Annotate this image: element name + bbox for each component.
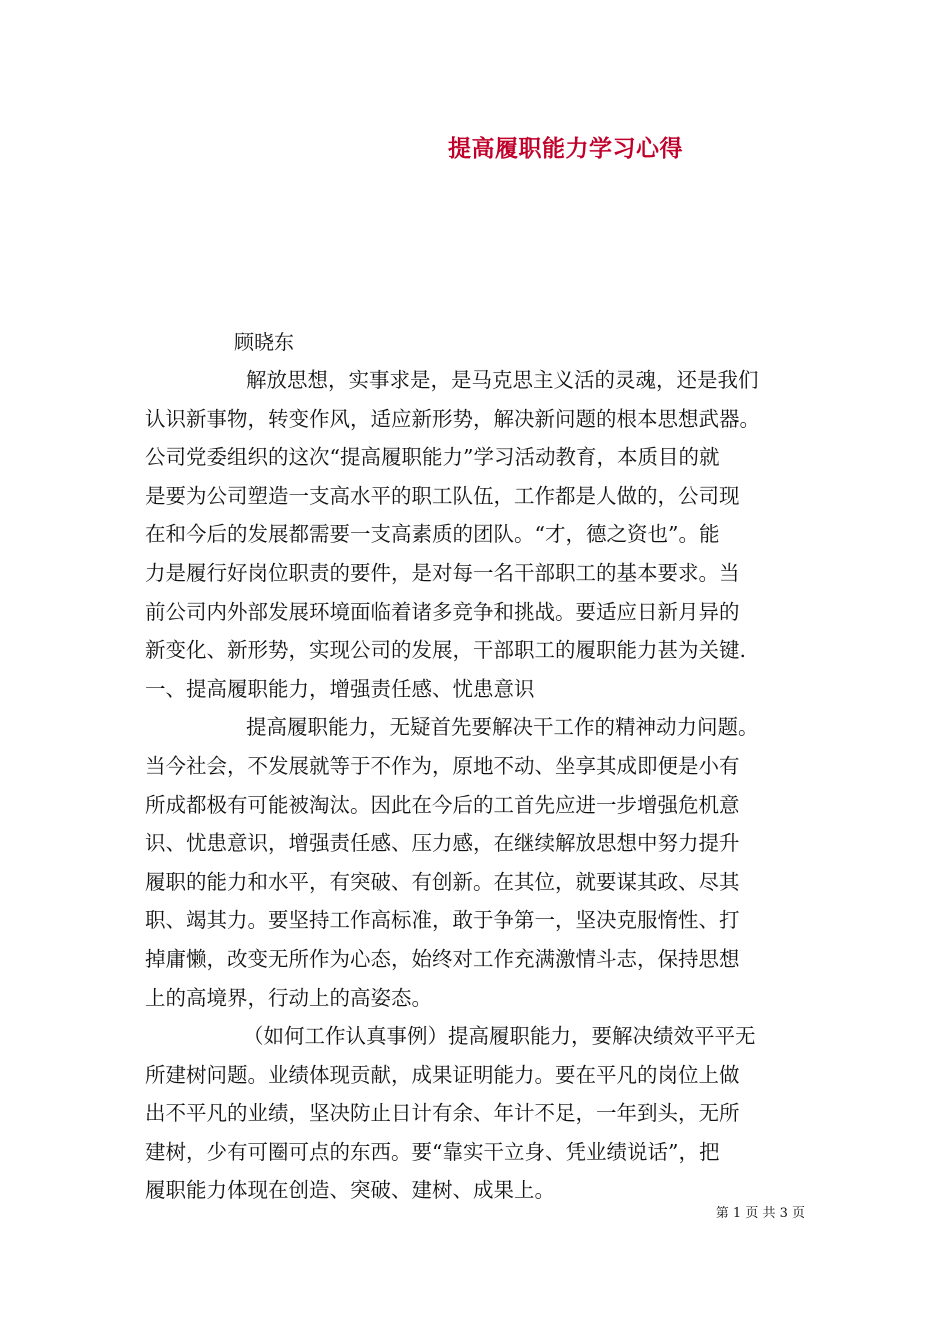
- paragraph-line: 解放思想，实事求是，是马克思主义活的灵魂，还是我们: [246, 368, 759, 392]
- paragraph-line: 所成都极有可能被淘汰。因此在今后的工首先应进一步增强危机意: [145, 792, 740, 817]
- document-title: 提高履职能力学习心得: [448, 135, 683, 162]
- paragraph-line: 当今社会，不发展就等于不作为，原地不动、坐享其成即便是小有: [145, 753, 740, 778]
- paragraph-line: 提高履职能力，无疑首先要解决干工作的精神动力问题。: [246, 715, 759, 740]
- page-number: 第 1 页 共 3 页: [715, 1206, 805, 1221]
- paragraph-line: 力是履行好岗位职责的要件，是对每一名干部职工的基本要求。当: [145, 560, 740, 585]
- paragraph-line: （如何工作认真事例）提高履职能力，要解决绩效平平无: [243, 1024, 756, 1049]
- paragraph-line: 认识新事物，转变作风，适应新形势，解决新问题的根本思想武器。: [145, 406, 760, 431]
- paragraph-line: 所建树问题。业绩体现贡献，成果证明能力。要在平凡的岗位上做: [145, 1062, 740, 1087]
- section-heading: 一、提高履职能力，增强责任感、忧患意识: [145, 676, 535, 701]
- paragraph-line: 新变化、新形势，实现公司的发展，干部职工的履职能力甚为关键.: [145, 638, 747, 663]
- paragraph-line: 掉庸懒，改变无所作为心态，始终对工作充满激情斗志，保持思想: [145, 946, 740, 971]
- paragraph-line: 上的高境界，行动上的高姿态。: [145, 985, 432, 1010]
- paragraph-line: 出不平凡的业绩，坚决防止日计有余、年计不足，一年到头，无所: [145, 1101, 740, 1126]
- paragraph-line: 公司党委组织的这次“提高履职能力”学习活动教育，本质目的就: [145, 445, 720, 470]
- author-name: 顾晓东: [234, 330, 294, 354]
- paragraph-line: 建树，少有可圈可点的东西。要“靠实干立身、凭业绩说话”，把: [145, 1139, 720, 1164]
- paragraph-line: 是要为公司塑造一支高水平的职工队伍，工作都是人做的，公司现: [145, 483, 740, 508]
- paragraph-line: 前公司内外部发展环境面临着诸多竞争和挑战。要适应日新月异的: [145, 599, 740, 624]
- paragraph-line: 职、竭其力。要坚持工作高标准，敢于争第一，坚决克服惰性、打: [145, 908, 740, 933]
- document-body: [145, 361, 805, 1210]
- paragraph-line: 识、忧患意识，增强责任感、压力感，在继续解放思想中努力提升: [145, 831, 740, 856]
- paragraph-line: 履职能力体现在创造、突破、建树、成果上。: [145, 1178, 555, 1203]
- paragraph-line: 履职的能力和水平，有突破、有创新。在其位，就要谋其政、尽其: [145, 869, 740, 894]
- paragraph-line: 在和今后的发展都需要一支高素质的团队。“才，德之资也”。能: [145, 522, 720, 547]
